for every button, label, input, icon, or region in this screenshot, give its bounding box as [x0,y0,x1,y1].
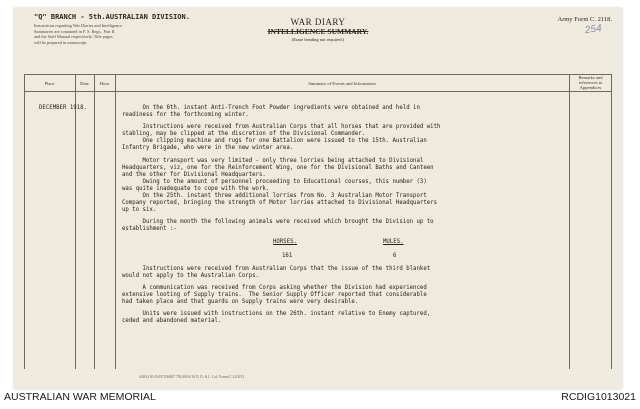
text-line: Units were issued with instructions on the 26th. instant relative to Enemy captured, [122,310,431,317]
text-line: On the 25th. instant three additional lorries from No. 3 Australian Motor Transport [122,193,427,200]
footer-institution: AUSTRALIAN WAR MEMORIAL [4,391,156,403]
text-line: Instructions were received from Australian Corps that all horses that are provided with [122,124,441,131]
mules-label: MULES. [383,238,404,245]
col-header-summary: Summary of Events and Information [308,81,376,86]
col-divider [75,74,76,369]
text-line: Company reported, bringing the strength of Motor lorries attached to Divisional Headquarters [122,200,438,207]
animals-values-row [122,253,572,261]
footer-record-id: RCDIG1013021 [561,391,636,403]
text-line: Motor transport was very limited - only three lorries being attached to Divisional [122,157,424,164]
text-line: Infantry Brigade, who were in the new winter area. [122,145,294,152]
text-line: establishment :- [122,226,177,233]
horses-value: 161 [282,252,293,259]
text-line: had taken place and that guards on Supply trains were very desirable. [122,298,359,305]
col-header-date: Date [80,81,89,86]
army-form-number: Army Form C. 2118. [557,16,612,23]
horses-label: HORSES. [273,238,297,245]
table-left-rule [24,74,25,369]
text-line: On the 6th. instant Anti-Trench Foot Powder ingredients were obtained and held in [122,105,420,111]
text-line: up to six. [122,207,157,214]
text-line: stabling, may be clipped at the discretion of the Divisional Commander. [122,131,366,138]
instruction-line: and the Staff Manual respectively. Title pages [34,34,113,40]
col-header-remarks: Remarks and references to Appendices [578,75,603,90]
mules-value: 6 [393,252,397,259]
entry-date: DECEMBER 1918. [39,105,87,111]
text-line: Headquarters, viz, one for the Reinforcement Wing, one for the Divisional Baths and Canteen [122,164,434,171]
form-subtitle-struck: INTELLIGENCE SUMMARY. [267,27,369,36]
table-right-rule [611,74,612,369]
col-header-hour: Hour [99,81,110,86]
col-divider [94,74,95,369]
text-line: and the other for Divisional Headquarters. [122,171,266,178]
form-title: WAR DIARY [290,17,346,27]
table-header-rule [24,91,612,92]
text-line: would not apply to the Australian Corps. [122,272,259,279]
text-line: Owing to the amount of personnel proceeding to Educational courses, this number (3) [122,178,427,185]
text-line: During the month the following animals were received which brought the Division up to [122,219,434,226]
text-line: One clipping machine and rugs for one Battalion were issued to the 15th. Australian [122,138,427,145]
war-diary-page [14,8,622,389]
col-header-place: Place [44,81,55,86]
branch-heading: "Q" BRANCH - 5th.AUSTRALIAN DIVISION. [34,13,190,21]
instruction-line: will be prepared in manuscript. [34,39,88,45]
instruction-line: Instructions regarding War Diaries and Intelligence [34,23,122,28]
col-divider [115,74,116,369]
text-line: was quite inadequate to cope with the work. [122,185,270,192]
text-line: A communication was received from Corps asking whether the Division had experienced [122,284,427,291]
summary-text [122,105,572,325]
table-top-rule [24,74,612,75]
animals-header-row [122,239,572,248]
printer-imprint: A4834 Wt.W4973/M687 750,000 8/16 D. D. & L. Ltd. Forms/C.2118/13 [139,375,245,379]
erase-note: (Erase heading not required.) [291,37,345,42]
text-line: Instructions were received from Australian Corps that the issue of the third blanket [122,265,431,272]
page-number-stamp: 254 [584,22,603,37]
instruction-line: Summaries are contained in F. S. Regs., Part II. [34,28,116,34]
text-line: extensive looting of Supply trains. The Senior Supply Officer reported that considerable [122,291,427,298]
text-line: readiness for the forthcoming winter. [122,112,249,119]
text-line: ceded and abandoned material. [122,318,222,325]
